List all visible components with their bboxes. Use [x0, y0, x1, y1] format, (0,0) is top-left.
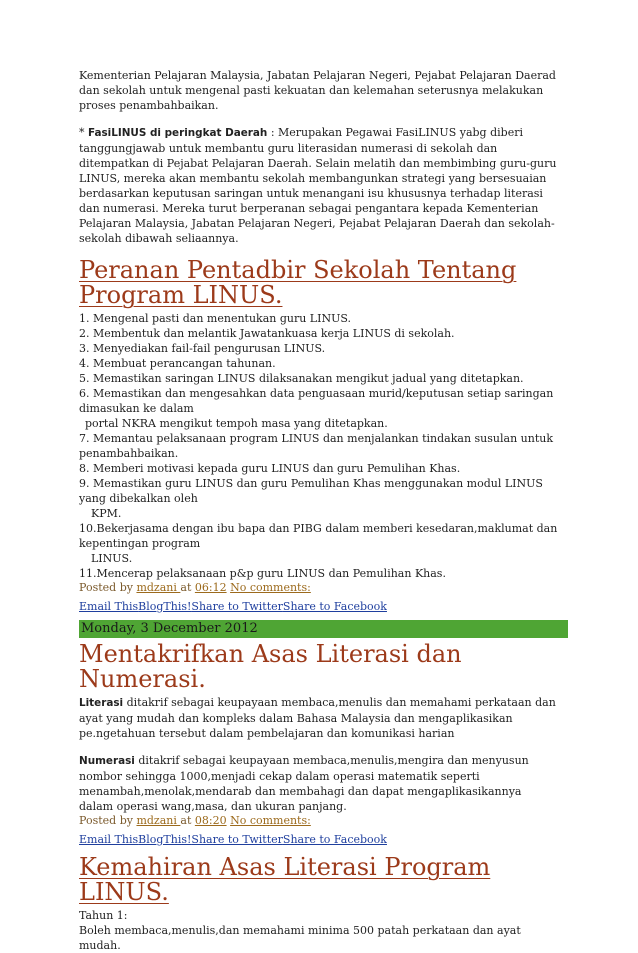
author-link[interactable]: mdzani	[136, 581, 181, 594]
list-item: 3. Menyediakan fail-fail pengurusan LINUS.	[79, 342, 326, 355]
comments-link[interactable]: No comments:	[230, 814, 311, 827]
share-facebook-link[interactable]: Share to Facebook	[282, 833, 387, 846]
list-item: 2. Membentuk dan melantik Jawatankuasa kerja LINUS di sekolah.	[79, 327, 455, 340]
list-item: 5. Memastikan saringan LINUS dilaksanakan mengikut jadual yang ditetapkan.	[79, 372, 524, 385]
post-footer-1	[79, 581, 559, 595]
share-twitter-link[interactable]: Share to Twitter	[191, 833, 283, 846]
share-facebook-link[interactable]: Share to Facebook	[282, 600, 387, 613]
list-item: 9. Memastikan guru LINUS dan guru Pemulihan Khas menggunakan modul LINUS yang dibekalkan oleh	[79, 477, 543, 505]
email-this-link[interactable]: Email This	[79, 833, 139, 846]
peranan-list	[79, 311, 559, 581]
list-item: 1. Mengenal pasti dan menentukan guru LINUS.	[79, 312, 351, 325]
fasilinus-term: FasiLINUS di peringkat Daerah	[88, 127, 268, 139]
intro-paragraph: Kementerian Pelajaran Malaysia, Jabatan Pelajaran Negeri, Pejabat Pelajaran Daerad dan sekolah untuk mengenal pasti kekuatan dan kelemahan seterusnya melakukan proses penambahbaikan.	[79, 69, 556, 112]
list-item: KPM.	[91, 507, 122, 520]
list-item: 10.Bekerjasama dengan ibu bapa dan PIBG dalam memberi kesedaran,maklumat dan kepentingan program	[79, 522, 558, 550]
post-title-mentakrifkan[interactable]: Mentakrifkan Asas Literasi dan Numerasi.	[79, 640, 462, 693]
literasi-desc: ditakrif sebagai keupayaan membaca,menulis dan memahami perkataan dan ayat yang mudah dan kompleks dalam Bahasa Malaysia dan mengaplikasikan pe.ngetahuan tersebut dalam pembelajaran dan komunikasi harian	[79, 696, 556, 740]
list-item: 4. Membuat perancangan tahunan.	[79, 357, 276, 370]
at-label: at	[180, 581, 195, 594]
list-item: 7. Memantau pelaksanaan program LINUS dan menjalankan tindakan susulan untuk penambahbaikan.	[79, 432, 553, 460]
post-time-link[interactable]: 06:12	[194, 581, 227, 594]
share-links-2	[79, 828, 559, 847]
list-item: portal NKRA mengikut tempoh masa yang ditetapkan.	[85, 417, 388, 430]
at-label: at	[180, 814, 195, 827]
share-twitter-link[interactable]: Share to Twitter	[191, 600, 283, 613]
tahun-desc: Boleh membaca,menulis,dan memahami minima 500 patah perkataan dan ayat mudah.	[79, 924, 521, 952]
list-item: 8. Memberi motivasi kepada guru LINUS dan guru Pemulihan Khas.	[79, 462, 461, 475]
post-title-kemahiran[interactable]: Kemahiran Asas Literasi Program LINUS.	[79, 853, 491, 906]
list-item: 6. Memastikan dan mengesahkan data penguasaan murid/keputusan setiap saringan dimasukan ke dalam	[79, 387, 554, 415]
comments-link[interactable]: No comments:	[230, 581, 311, 594]
document-page	[79, 68, 559, 953]
tahun-label: Tahun 1:	[79, 909, 128, 922]
share-links-1	[79, 595, 559, 614]
blogthis-link[interactable]: BlogThis!	[138, 833, 192, 846]
numerasi-paragraph	[79, 753, 559, 814]
literasi-paragraph	[79, 695, 559, 741]
posted-by-label: Posted by	[79, 814, 137, 827]
numerasi-term: Numerasi	[79, 755, 135, 767]
list-item: 11.Mencerap pelaksanaan p&p guru LINUS dan Pemulihan Khas.	[79, 567, 446, 580]
author-link[interactable]: mdzani	[136, 814, 181, 827]
date-header: Monday, 3 December 2012	[79, 620, 568, 638]
asterisk: *	[79, 126, 88, 139]
numerasi-desc: ditakrif sebagai keupayaan membaca,menulis,mengira dan menyusun nombor sehingga 1000,menjadi cekap dalam operasi matematik seperti menambah,menolak,mendarab dan membahagi dan dapat mengaplikasikannya dalam operasi wang,masa, dan ukuran panjang.	[79, 754, 529, 813]
blogthis-link[interactable]: BlogThis!	[138, 600, 192, 613]
fasilinus-desc: : Merupakan Pegawai FasiLINUS yabg diberi tanggungjawab untuk membantu guru literasidan numerasi di sekolah dan ditempatkan di Pejabat Pelajaran Daerah. Selain melatih dan membimbing guru-guru LINUS, mereka akan membantu sekolah membangunkan strategi yang bersesuaian berdasarkan keputusan saringan untuk menangani isu khususnya terhadap literasi dan numerasi. Mereka turut berperanan sebagai pengantara kepada Kementerian Pelajaran Malaysia, Jabatan Pelajaran Negeri, Pejabat Pelajaran Daerah dan sekolah-sekolah dibawah seliaannya.	[79, 126, 557, 245]
post-time-link[interactable]: 08:20	[194, 814, 227, 827]
post-title-peranan[interactable]: Peranan Pentadbir Sekolah Tentang Program LINUS.	[79, 256, 517, 309]
literasi-term: Literasi	[79, 697, 124, 709]
fasilinus-paragraph	[79, 125, 559, 246]
email-this-link[interactable]: Email This	[79, 600, 139, 613]
posted-by-label: Posted by	[79, 581, 137, 594]
list-item: LINUS.	[91, 552, 133, 565]
